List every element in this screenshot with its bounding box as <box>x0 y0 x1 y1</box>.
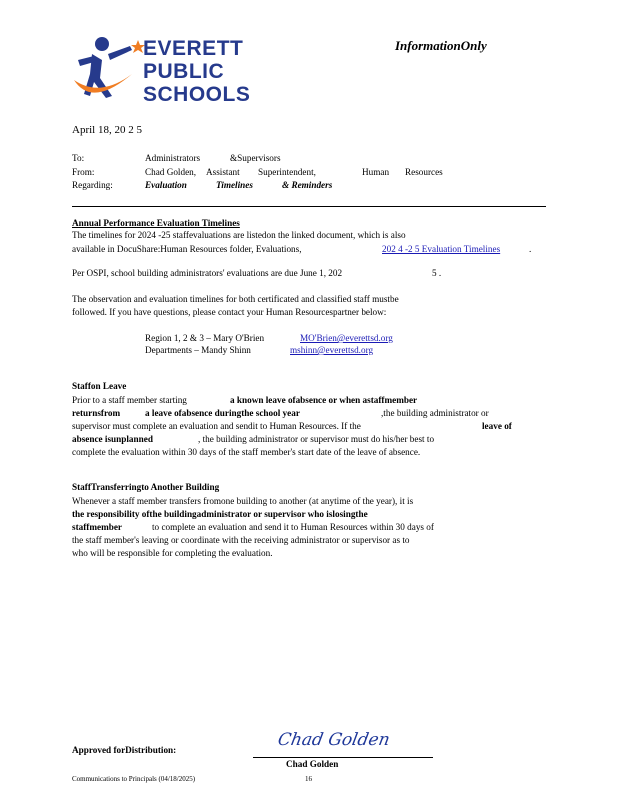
information-only-notice: InformationOnly <box>395 38 487 53</box>
to-value: Administrators <box>145 153 201 163</box>
paragraph-line: Whenever a staff member transfers fromone building to another (at anytime of the year), it is <box>72 496 414 506</box>
paragraph-line-bold: a leave ofabsence duringthe school year <box>145 408 300 418</box>
memo-date: April 18, 20 2 5 <box>72 124 142 136</box>
page-number: 16 <box>305 775 312 783</box>
from-dept-2: Resources <box>405 167 443 177</box>
regarding-value-3: & Reminders <box>282 180 333 190</box>
paragraph-line: ,the building administrator or <box>381 408 489 418</box>
paragraph-line: available in DocuShare:Human Resources folder, Evaluations, <box>72 244 302 254</box>
logo-line-everett: EVERETT <box>143 37 244 60</box>
contact-email-link[interactable]: MO'Brien@everettsd.org <box>300 333 393 343</box>
paragraph-line-end: . <box>529 244 532 254</box>
paragraph-line-bold: leave of <box>482 421 512 431</box>
section-heading-annual: Annual Performance Evaluation Timelines <box>72 218 240 228</box>
contact-email-link[interactable]: mshinn@everettsd.org <box>290 345 374 355</box>
evaluation-timelines-link[interactable]: 202 4 -2 5 Evaluation Timelines <box>382 244 501 254</box>
section-heading-leave: Staffon Leave <box>72 381 127 391</box>
contact-departments-label: Departments – Mandy Shinn <box>145 345 251 355</box>
paragraph-line-bold: a known leave ofabsence or when astaffmember <box>230 395 418 405</box>
paragraph-line: who will be responsible for completing the evaluation. <box>72 548 273 558</box>
footer-distribution-note: Communications to Principals (04/18/2025) <box>72 775 196 783</box>
to-value-2: &Supervisors <box>230 153 281 163</box>
paragraph-line-bold: absence isunplanned <box>72 434 153 444</box>
to-label: To: <box>72 153 85 163</box>
contact-region-label: Region 1, 2 & 3 – Mary O'Brien <box>145 333 265 343</box>
regarding-value-1: Evaluation <box>145 180 187 190</box>
ospi-deadline-year-end: 5 . <box>432 268 442 278</box>
section-heading-transfer: StaffTransferringto Another Building <box>72 482 220 492</box>
paragraph-line: supervisor must complete an evaluation and sendit to Human Resources. If the <box>72 421 361 431</box>
paragraph-line: The timelines for 2024 -25 staffevaluations are listedon the linked document, which is also <box>72 230 406 240</box>
paragraph-line: the staff member's leaving or coordinate with the receiving administrator or supervisor as to <box>72 535 410 545</box>
paragraph-line: followed. If you have questions, please contact your Human Resourcespartner below: <box>72 307 387 317</box>
from-dept-1: Human <box>362 167 390 177</box>
header-divider <box>72 206 546 207</box>
logo-line-schools: SCHOOLS <box>143 83 251 106</box>
approved-for-distribution: Approved forDistribution: <box>72 745 177 755</box>
regarding-label: Regarding: <box>72 180 113 190</box>
signature-text: Chad Golden <box>276 730 392 750</box>
from-title-1: Assistant <box>206 167 240 177</box>
from-label: From: <box>72 167 95 177</box>
paragraph-line-bold: staffmember <box>72 522 122 532</box>
paragraph-line: Prior to a staff member starting <box>72 395 187 405</box>
signer-name: Chad Golden <box>286 759 339 769</box>
paragraph-line-bold: returnsfrom <box>72 408 121 418</box>
logo-figure-icon <box>72 34 148 112</box>
from-title-2: Superintendent, <box>258 167 316 177</box>
ospi-deadline-text: Per OSPI, school building administrators' evaluations are due June 1, 202 <box>72 268 343 278</box>
paragraph-line: , the building administrator or supervisor must do his/her best to <box>198 434 435 444</box>
regarding-value-2: Timelines <box>216 180 253 190</box>
paragraph-line: complete the evaluation within 30 days of the staff member's start date of the leave of absence. <box>72 447 421 457</box>
from-name: Chad Golden, <box>145 167 197 177</box>
paragraph-line-bold: the responsibility ofthe buildingadministrator or supervisor who islosingthe <box>72 509 368 519</box>
signature-line <box>253 757 433 758</box>
signature-image <box>276 730 391 750</box>
logo-line-public: PUBLIC <box>143 60 225 83</box>
paragraph-line: to complete an evaluation and send it to Human Resources within 30 days of <box>152 522 434 532</box>
paragraph-line: The observation and evaluation timelines for both certificated and classified staff mustbe <box>72 294 399 304</box>
